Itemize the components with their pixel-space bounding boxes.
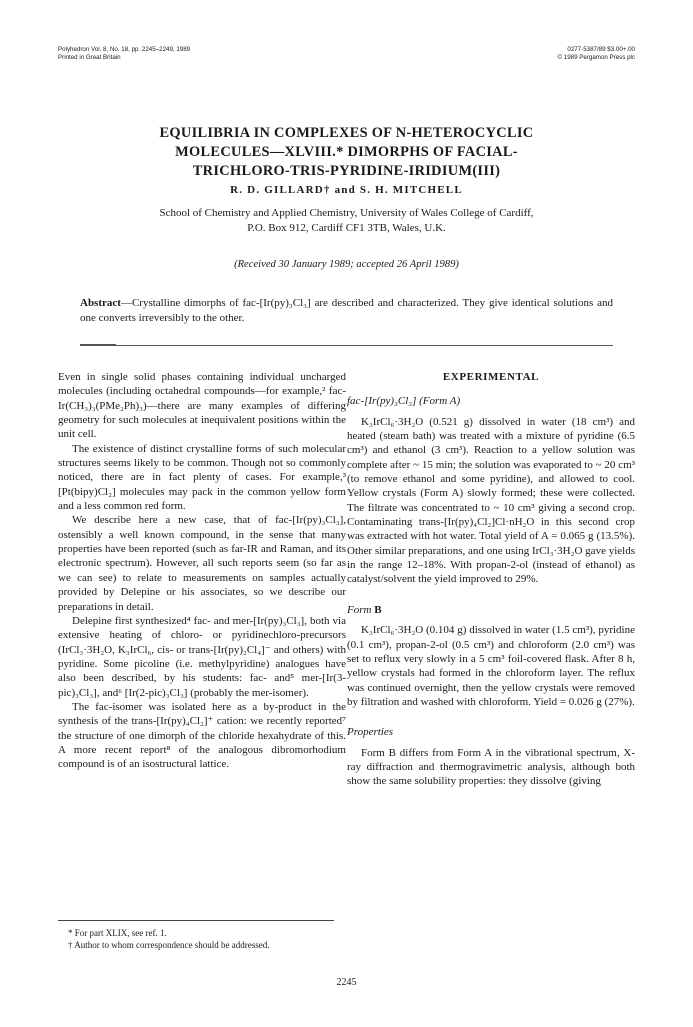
title-line-3: TRICHLORO-TRIS-PYRIDINE-IRIDIUM(III) <box>192 163 501 179</box>
copyright: © 1989 Pergamon Press plc <box>557 54 635 61</box>
form-b-word: Form <box>347 603 372 616</box>
received-dates: (Received 30 January 1989; accepted 26 April 1989) <box>234 259 459 270</box>
footnote-divider <box>58 920 334 921</box>
paragraph-form-b-prep: K₃IrCl₆·3H₂O (0.104 g) dissolved in water (1.5 cm³), pyridine (0.1 cm³), propan-2-ol (0.5 cm³) and chloroform (2.0 cm³) was set to reflux very slowly in a 5 cm³ foil-covered flask. After 8 h, yellow crystals had formed in the chloroform layer. The reflux was continued overnight, then the yellow crystals were removed by filtration and washed with chloroform. Yield = 0.026 g (27%). <box>347 624 635 708</box>
section-heading-experimental: EXPERIMENTAL <box>442 371 540 383</box>
journal-citation: Polyhedron Vol. 8, No. 18, pp. 2245–2249, 1989 <box>58 46 191 53</box>
subheading-form-a <box>347 394 635 408</box>
subheading-properties: Properties <box>347 726 394 739</box>
paragraph-delepine: Delepine first synthesized⁴ fac- and mer-[Ir(py)₃Cl₃], both via extensive heating of chloro- or pyridinechloro-precursors (IrCl₃·3H₂O, K₃IrCl₆, cis- or trans-[Ir(py)₂Cl₄]⁻ and others) with pyridine. Some picoline (i.e. methylpyridine) analogues have also been described, by his students: fac- and⁵ mer-[Ir(3-pic)₃Cl₃], and⁶ [Ir(2-pic)₃Cl₃] (probably the mer-isomer). <box>58 614 346 699</box>
abstract-text: —Crystalline dimorphs of fac-[Ir(py)₃Cl₃] are described and characterized. They give identical solutions and one converts irreversibly to the other. <box>80 297 613 324</box>
paragraph-intro: Even in single solid phases containing individual uncharged molecules (including octahedral compounds—for example,² fac-Ir(CH₃)₃(PMe₂Ph)₃)—there are many examples of differing geometry for such molecules at inequivalent positions within the unit cell. <box>58 371 346 441</box>
printed-in: Printed in Great Britain <box>58 54 121 61</box>
abstract <box>80 296 613 325</box>
abstract-divider <box>80 345 613 346</box>
footnotes <box>58 927 346 951</box>
paragraph-properties: Form B differs from Form A in the vibrational spectrum, X-ray diffraction and thermogravimetric analysis, although both show the same solubility properties: they dissolve (giving <box>347 746 635 788</box>
form-b-letter: B <box>374 603 382 616</box>
paragraph-fac-isomer: The fac-isomer was isolated here as a by-product in the synthesis of the trans-[Ir(py)₄Cl₂]⁺ cation: we recently reported⁷ the structure of one dimorph of the chloride hexahydrate of this. A more recent report⁸ of the analogous dibromorhodium compound is of an isostructural lattice. <box>58 700 346 771</box>
spacer <box>347 709 635 725</box>
divider-tick <box>80 344 116 345</box>
subheading-form-b <box>347 603 635 617</box>
article-title <box>90 124 603 181</box>
issn-price: 0277-5387/89 $3.00+.00 <box>567 46 635 53</box>
footnote-part: * For part XLIX, see ref. 1. <box>68 928 167 938</box>
journal-header <box>58 46 190 62</box>
title-line-1: EQUILIBRIA IN COMPLEXES OF N-HETEROCYCLIC <box>159 125 534 141</box>
paragraph-form-a-prep: K₃IrCl₆·3H₂O (0.521 g) dissolved in water (18 cm³) and heated (steam bath) was treated with a mixture of pyridine (6.5 cm³) and ethanol (3 cm³). Reaction to a yellow solution was complete after ~ 15 min; the solution was evaporated to ~ 20 cm³ (to remove ethanol and some pyridine), and allowed to cool. Yellow crystals (Form A) slowly formed; these were collected. The filtrate was concentrated to ~ 10 cm³ giving a second crop. Contaminating trans-[Ir(py)₄Cl₂]Cl·nH₂O in this second crop was extracted with hot water. Total yield of A = 0.065 g (13.5%). Other similar preparations, and one using IrCl₃·3H₂O gave yields in the range 12–18%. With propan-2-ol (instead of ethanol) as catalyst/solvent the yield improved to 29%. <box>347 415 635 586</box>
title-line-2: MOLECULES—XLVIII.* DIMORPHS OF FACIAL- <box>175 144 518 160</box>
affiliation-line-2: P.O. Box 912, Cardiff CF1 3TB, Wales, U.K. <box>247 221 446 234</box>
paragraph-crystalline-forms: The existence of distinct crystalline forms of such molecular structures seems likely to be common. Though not so commonly noticed, there are in fact plenty of cases. For example,³ [Pt(bipy)Cl₂] molecules may pack in the common yellow form and a less common red form. <box>58 442 346 513</box>
form-a-compound: fac-[Ir(py)₃Cl₃] <box>347 395 417 408</box>
affiliation <box>58 206 635 235</box>
author-list: R. D. GILLARD† and S. H. MITCHELL <box>230 184 463 196</box>
paragraph-new-case: We describe here a new case, that of fac-[Ir(py)₃Cl₃], ostensibly a well known compound, in the sense that many properties have been reported (such as far-IR and Raman, and its electronic spectrum). However, all such reports seem (so far as we can see) to relate to measurements on samples actually provided by Delepine or his associates, so we describe our preparations in detail. <box>58 514 346 613</box>
abstract-label: Abstract <box>80 297 121 309</box>
page-number: 2245 <box>336 977 357 988</box>
footnote-correspondence: † Author to whom correspondence should be addressed. <box>68 940 270 950</box>
affiliation-line-1: School of Chemistry and Applied Chemistry, University of Wales College of Cardiff, <box>159 207 534 219</box>
right-column <box>347 370 635 789</box>
copyright-header <box>558 46 635 62</box>
form-a-label: (Form A) <box>419 395 461 408</box>
spacer <box>347 587 635 603</box>
left-column <box>58 370 346 772</box>
